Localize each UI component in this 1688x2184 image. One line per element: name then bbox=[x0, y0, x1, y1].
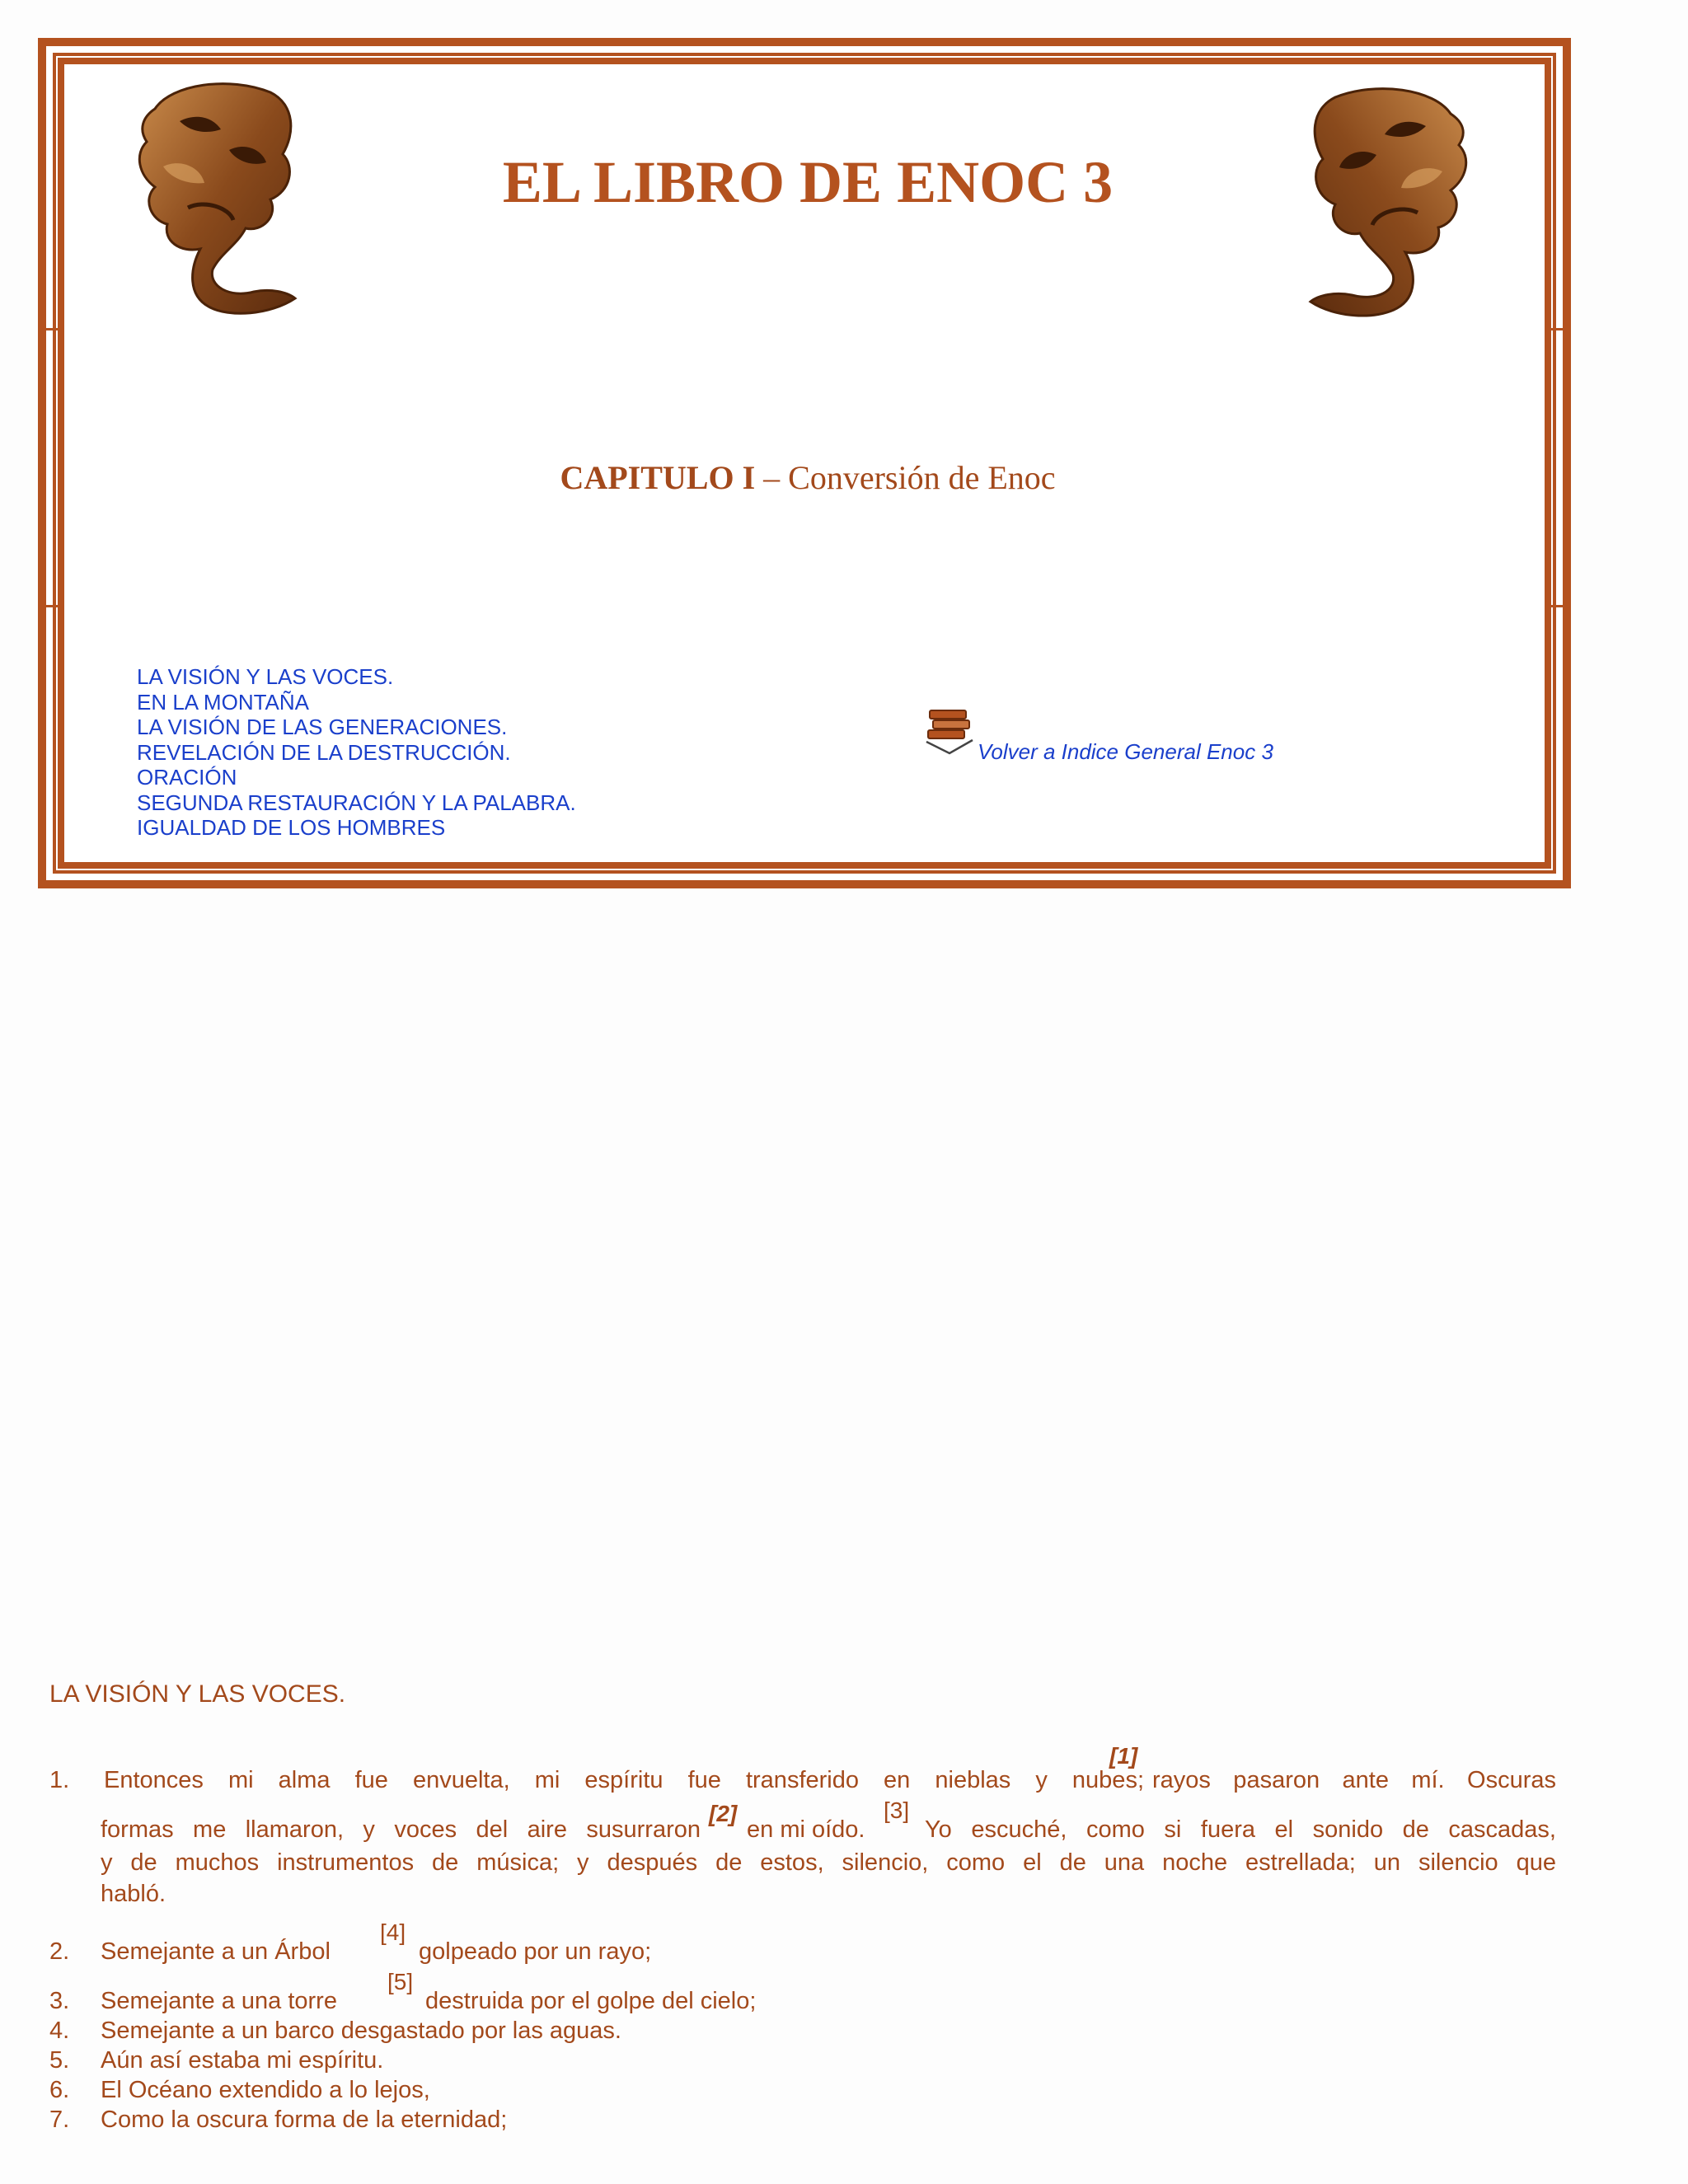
verse-1-line-3: y de muchos instrumentos de música; y después de estos, silencio, como el de una noche estrellada; un silencio que bbox=[101, 1849, 1556, 1876]
verse-number: 2. bbox=[49, 1938, 70, 1965]
verse-7-text: Como la oscura forma de la eternidad; bbox=[101, 2107, 508, 2133]
footnote-link[interactable]: [2] bbox=[709, 1801, 738, 1826]
verse-6-text: El Océano extendido a lo lejos, bbox=[101, 2077, 430, 2103]
footnote-link[interactable]: [3] bbox=[884, 1797, 910, 1823]
footnote-link[interactable]: [5] bbox=[387, 1969, 414, 1994]
toc-link[interactable]: LA VISIÓN Y LAS VOCES. bbox=[137, 664, 394, 689]
verse-1-line-1b: rayos pasaron ante mí. Oscuras bbox=[1152, 1767, 1556, 1793]
frame-tick bbox=[38, 328, 63, 330]
section-heading: LA VISIÓN Y LAS VOCES. bbox=[49, 1680, 346, 1708]
verse-3-text-b: destruida por el golpe del cielo; bbox=[425, 1988, 757, 2014]
frame-tick bbox=[1546, 328, 1571, 330]
toc-link[interactable]: ORACIÓN bbox=[137, 765, 237, 790]
footnote-link[interactable]: [4] bbox=[380, 1919, 406, 1945]
toc-link[interactable]: SEGUNDA RESTAURACIÓN Y LA PALABRA. bbox=[137, 790, 576, 815]
back-to-index-label[interactable]: Volver a Indice General Enoc 3 bbox=[978, 739, 1273, 764]
tribal-mask-right-icon bbox=[1302, 81, 1475, 320]
toc-link[interactable]: REVELACIÓN DE LA DESTRUCCIÓN. bbox=[137, 739, 511, 765]
verse-2-text-b: golpeado por un rayo; bbox=[419, 1938, 652, 1965]
verse-number: 7. bbox=[49, 2107, 70, 2133]
chapter-title: Conversión de Enoc bbox=[788, 459, 1056, 496]
footnote-link[interactable]: [1] bbox=[1109, 1743, 1138, 1769]
verse-1-line-1a: Entonces mi alma fue envuelta, mi espíritu fue transferido en nieblas y nubes; bbox=[104, 1767, 1144, 1793]
table-of-contents bbox=[137, 664, 576, 841]
toc-link[interactable]: LA VISIÓN DE LAS GENERACIONES. bbox=[137, 715, 508, 739]
frame-tick bbox=[1546, 605, 1571, 607]
verse-3-text-a: Semejante a una torre bbox=[101, 1988, 337, 2014]
chapter-label: CAPITULO I bbox=[560, 459, 756, 496]
verse-2-text-a: Semejante a un Árbol bbox=[101, 1938, 331, 1965]
verse-5-text: Aún así estaba mi espíritu. bbox=[101, 2047, 384, 2074]
verse-number: 5. bbox=[49, 2047, 70, 2074]
verse-number: 4. bbox=[49, 2018, 70, 2044]
verse-number: 1. bbox=[49, 1767, 70, 1793]
verse-1-line-4: habló. bbox=[101, 1881, 166, 1907]
toc-link[interactable]: EN LA MONTAÑA bbox=[137, 689, 310, 715]
verse-number: 6. bbox=[49, 2077, 70, 2103]
verse-number: 3. bbox=[49, 1988, 70, 2014]
toc-link[interactable]: IGUALDAD DE LOS HOMBRES bbox=[137, 815, 446, 840]
verse-4-text: Semejante a un barco desgastado por las aguas. bbox=[101, 2018, 621, 2044]
book-stack-icon[interactable] bbox=[925, 705, 974, 758]
tribal-mask-left-icon bbox=[130, 76, 303, 320]
frame-tick bbox=[38, 605, 63, 607]
verse-1-line-2b: en mi oído. bbox=[747, 1816, 865, 1843]
chapter-heading bbox=[462, 455, 1154, 501]
verse-1-line-2a: formas me llamaron, y voces del aire susurraron bbox=[101, 1816, 701, 1843]
page-title: EL LIBRO DE ENOC 3 bbox=[502, 149, 1114, 215]
chapter-separator: – bbox=[755, 459, 789, 496]
verse-1-line-2c: Yo escuché, como si fuera el sonido de cascadas, bbox=[925, 1816, 1556, 1843]
